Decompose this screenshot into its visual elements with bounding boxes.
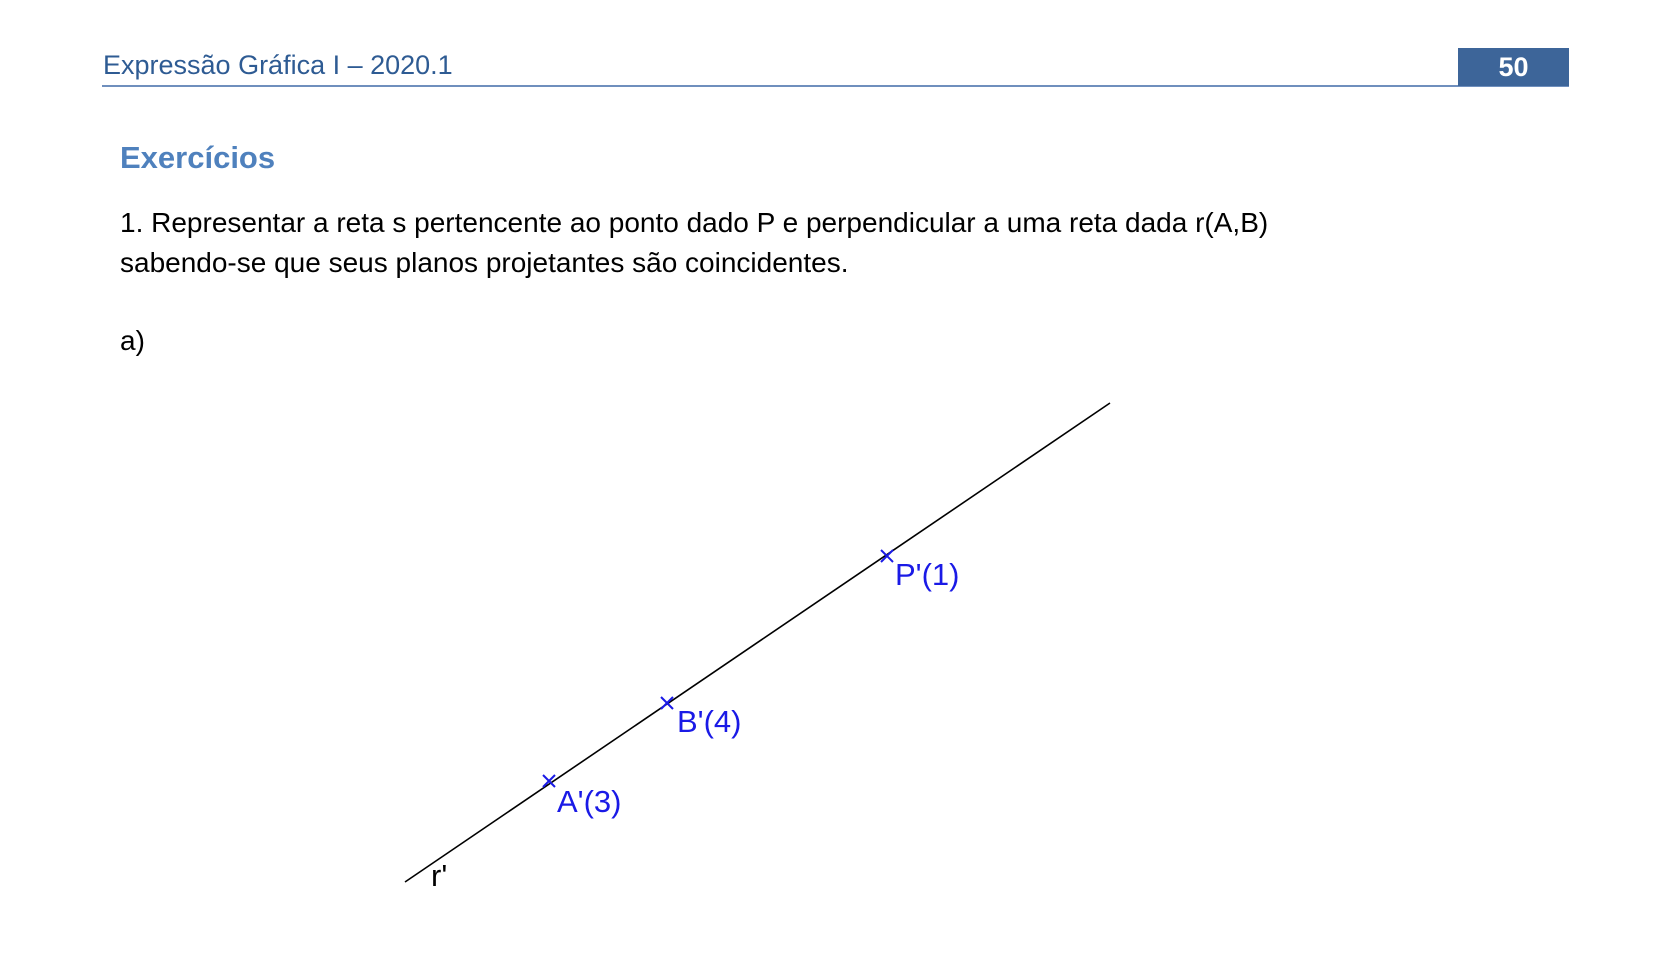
point-b-label: B'(4) — [677, 704, 742, 739]
section-heading: Exercícios — [120, 140, 276, 175]
exercise-line-1: 1. Representar a reta s pertencente ao ponto dado P e perpendicular a uma reta dada r(A,B) — [120, 207, 1269, 238]
page-number: 50 — [1458, 48, 1569, 86]
point-p-marker — [881, 550, 893, 562]
point-b-marker — [661, 697, 673, 709]
point-a-label: A'(3) — [557, 784, 622, 819]
exercise-line-2: sabendo-se que seus planos projetantes são coincidentes. — [120, 247, 849, 278]
point-p-label: P'(1) — [895, 557, 960, 592]
line-r-prime — [405, 403, 1110, 882]
header-title: Expressão Gráfica I – 2020.1 — [103, 50, 453, 80]
item-label: a) — [120, 325, 145, 356]
line-r-label: r' — [431, 858, 448, 893]
